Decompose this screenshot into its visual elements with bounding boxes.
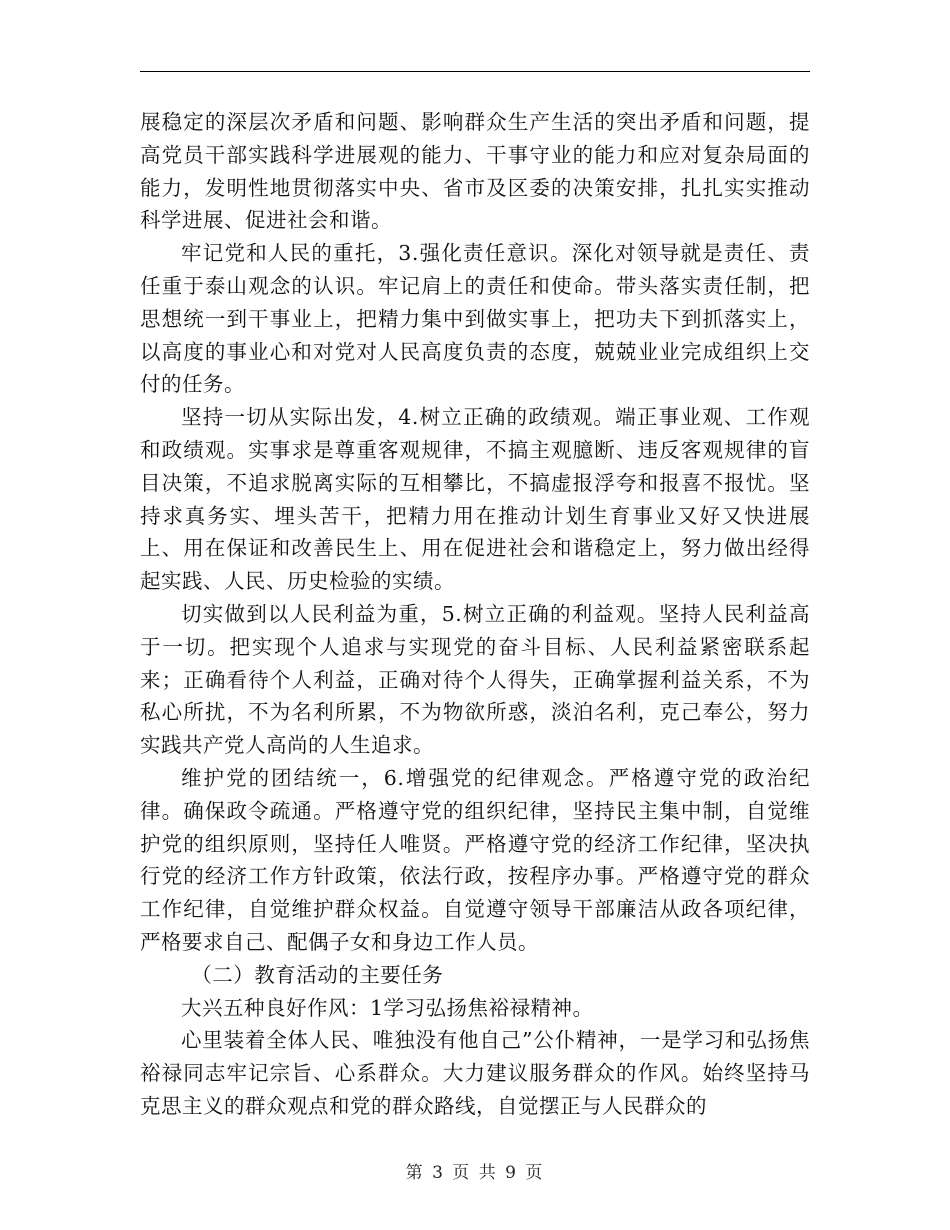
document-body <box>140 106 810 1123</box>
page-number: 第 3 页 共 9 页 <box>405 1163 545 1183</box>
paragraph-interest-view: 切实做到以人民利益为重，5.树立正确的利益观。坚持人民利益高于一切。把实现个人追求与实现党的奋斗目标、人民利益紧密联系起来；正确看待个人利益，正确对待个人得失，正确掌握利益关系，不为私心所扰，不为名利所累，不为物欲所惑，淡泊名利，克己奉公，努力实践共产党人高尚的人生追求。 <box>140 601 810 758</box>
paragraph-responsibility: 牢记党和人民的重托，3.强化责任意识。深化对领导就是责任、责任重于泰山观念的认识。牢记肩上的责任和使命。带头落实责任制，把思想统一到干事业上，把精力集中到做实事上，把功夫下到抓落实上，以高度的事业心和对党对人民高度负责的态度，兢兢业业完成组织上交付的任务。 <box>140 241 810 397</box>
paragraph-five-styles: 大兴五种良好作风：1学习弘扬焦裕禄精神。 <box>181 995 594 1020</box>
paragraph-continuation: 展稳定的深层次矛盾和问题、影响群众生产生活的突出矛盾和问题，提高党员干部实践科学进展观的能力、干事守业的能力和应对复杂局面的能力，发明性地贯彻落实中央、省市及区委的决策安排，扎扎实实推动科学进展、促进社会和谐。 <box>140 110 810 233</box>
paragraph-discipline: 维护党的团结统一，6.增强党的纪律观念。严格遵守党的政治纪律。确保政令疏通。严格遵守党的组织纪律，坚持民主集中制，自觉维护党的组织原则，坚持任人唯贤。严格遵守党的经济工作纪律，坚决执行党的经济工作方针政策，依法行政，按程序办事。严格遵守党的群众工作纪律，自觉维护群众权益。自觉遵守领导干部廉洁从政各项纪律，严格要求自己、配偶子女和身边工作人员。 <box>140 765 810 954</box>
paragraph-jiao-yulu: 心里装着全体人民、唯独没有他自己”公仆精神，一是学习和弘扬焦裕禄同志牢记宗旨、心系群众。大力建议服务群众的作风。始终坚持马克思主义的群众观点和党的群众路线，自觉摆正与人民群众的 <box>140 1028 810 1118</box>
header-rule <box>140 71 810 72</box>
section-heading: （二）教育活动的主要任务 <box>191 962 444 987</box>
paragraph-achievement-view: 坚持一切从实际出发，4.树立正确的政绩观。端正事业观、工作观和政绩观。实事求是尊重客观规律，不搞主观臆断、违反客观规律的盲目决策，不追求脱离实际的互相攀比，不搞虚报浮夸和报喜不报忧。坚持求真务实、埋头苦干，把精力用在推动计划生育事业又好又快进展上、用在保证和改善民生上、用在促进社会和谐稳定上，努力做出经得起实践、人民、历史检验的实绩。 <box>140 405 810 594</box>
